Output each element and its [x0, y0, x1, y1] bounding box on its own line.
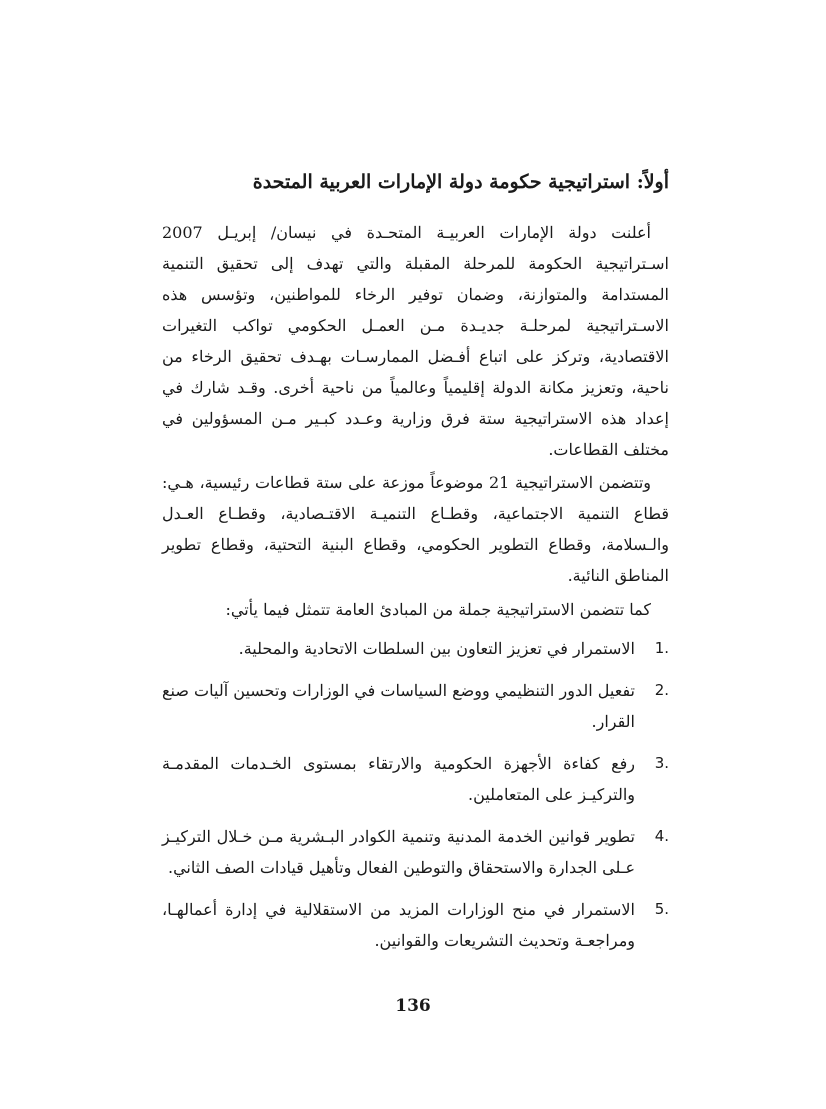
paragraph-strategy-announcement: أعلنت دولة الإمارات العربيـة المتحـدة في نيسان/ إبريـل 2007 اسـتراتيجية الحكومة للمرحلة المقبلة والتي تهدف إلى تحقيق التنمية المستدامة والمتوازنة، وضمان توفير الرخاء للمواطنين، وتؤسس هذه الاسـتراتيجية لمرحلـة جديـدة مـن العمـل الحكومي تواكب التغيرات الاقتصادية، وتركز على اتباع أفـضل الممارسـات بهـدف تحقيق الرخاء من ناحية، وتعزيز مكانة الدولة إقليمياً وعالمياً من ناحية أخرى. وقـد شارك في إعداد هذه الاستراتيجية ستة فرق وزارية وعـدد كبـير مـن المسؤولين في مختلف القطاعات.	[162, 223, 669, 459]
list-item-number: 3.	[654, 754, 669, 772]
list-item	[162, 821, 669, 883]
list-item	[162, 633, 669, 664]
list-intro: كما تتضمن الاستراتيجية جملة من المبادئ العامة تتمثل فيما يأتي:	[225, 600, 651, 619]
list-item-text: الاستمرار في منح الوزارات المزيد من الاستقلالية في إدارة أعمالهـا، ومراجعـة وتحديث التشريعات والقوانين.	[162, 900, 635, 950]
list-item-text: الاستمرار في تعزيز التعاون بين السلطات الاتحادية والمحلية.	[238, 639, 635, 658]
paragraph-strategy-sectors: وتتضمن الاستراتيجية 21 موضوعاً موزعة على ستة قطاعات رئيسية، هـي: قطاع التنمية الاجتماعية، وقطـاع التنميـة الاقتـصادية، وقطـاع العـدل والـسلامة، وقطاع التطوير الحكومي، وقطاع البنية التحتية، وقطاع تطوير المناطق النائية.	[162, 473, 669, 585]
list-item	[162, 894, 669, 956]
principles-list	[162, 633, 669, 967]
section-heading: أولاً: استراتيجية حكومة دولة الإمارات العربية المتحدة	[252, 171, 669, 193]
list-item-number: 5.	[654, 900, 669, 918]
list-item	[162, 748, 669, 810]
list-item	[162, 675, 669, 737]
list-item-number: 4.	[654, 827, 669, 845]
list-item-text: تفعيل الدور التنظيمي ووضع السياسات في الوزارات وتحسين آليات صنع القرار.	[162, 681, 635, 731]
page-number: 136	[395, 996, 431, 1016]
list-item-text: تطوير قوانين الخدمة المدنية وتنمية الكوادر البـشرية مـن خـلال التركيـز عـلى الجدارة والاستحقاق والتوطين الفعال وتأهيل قيادات الصف الثاني.	[162, 827, 635, 877]
list-item-text: رفع كفاءة الأجهزة الحكومية والارتقاء بمستوى الخـدمات المقدمـة والتركيـز على المتعاملين.	[162, 754, 635, 804]
list-item-number: 1.	[654, 639, 669, 657]
list-item-number: 2.	[654, 681, 669, 699]
